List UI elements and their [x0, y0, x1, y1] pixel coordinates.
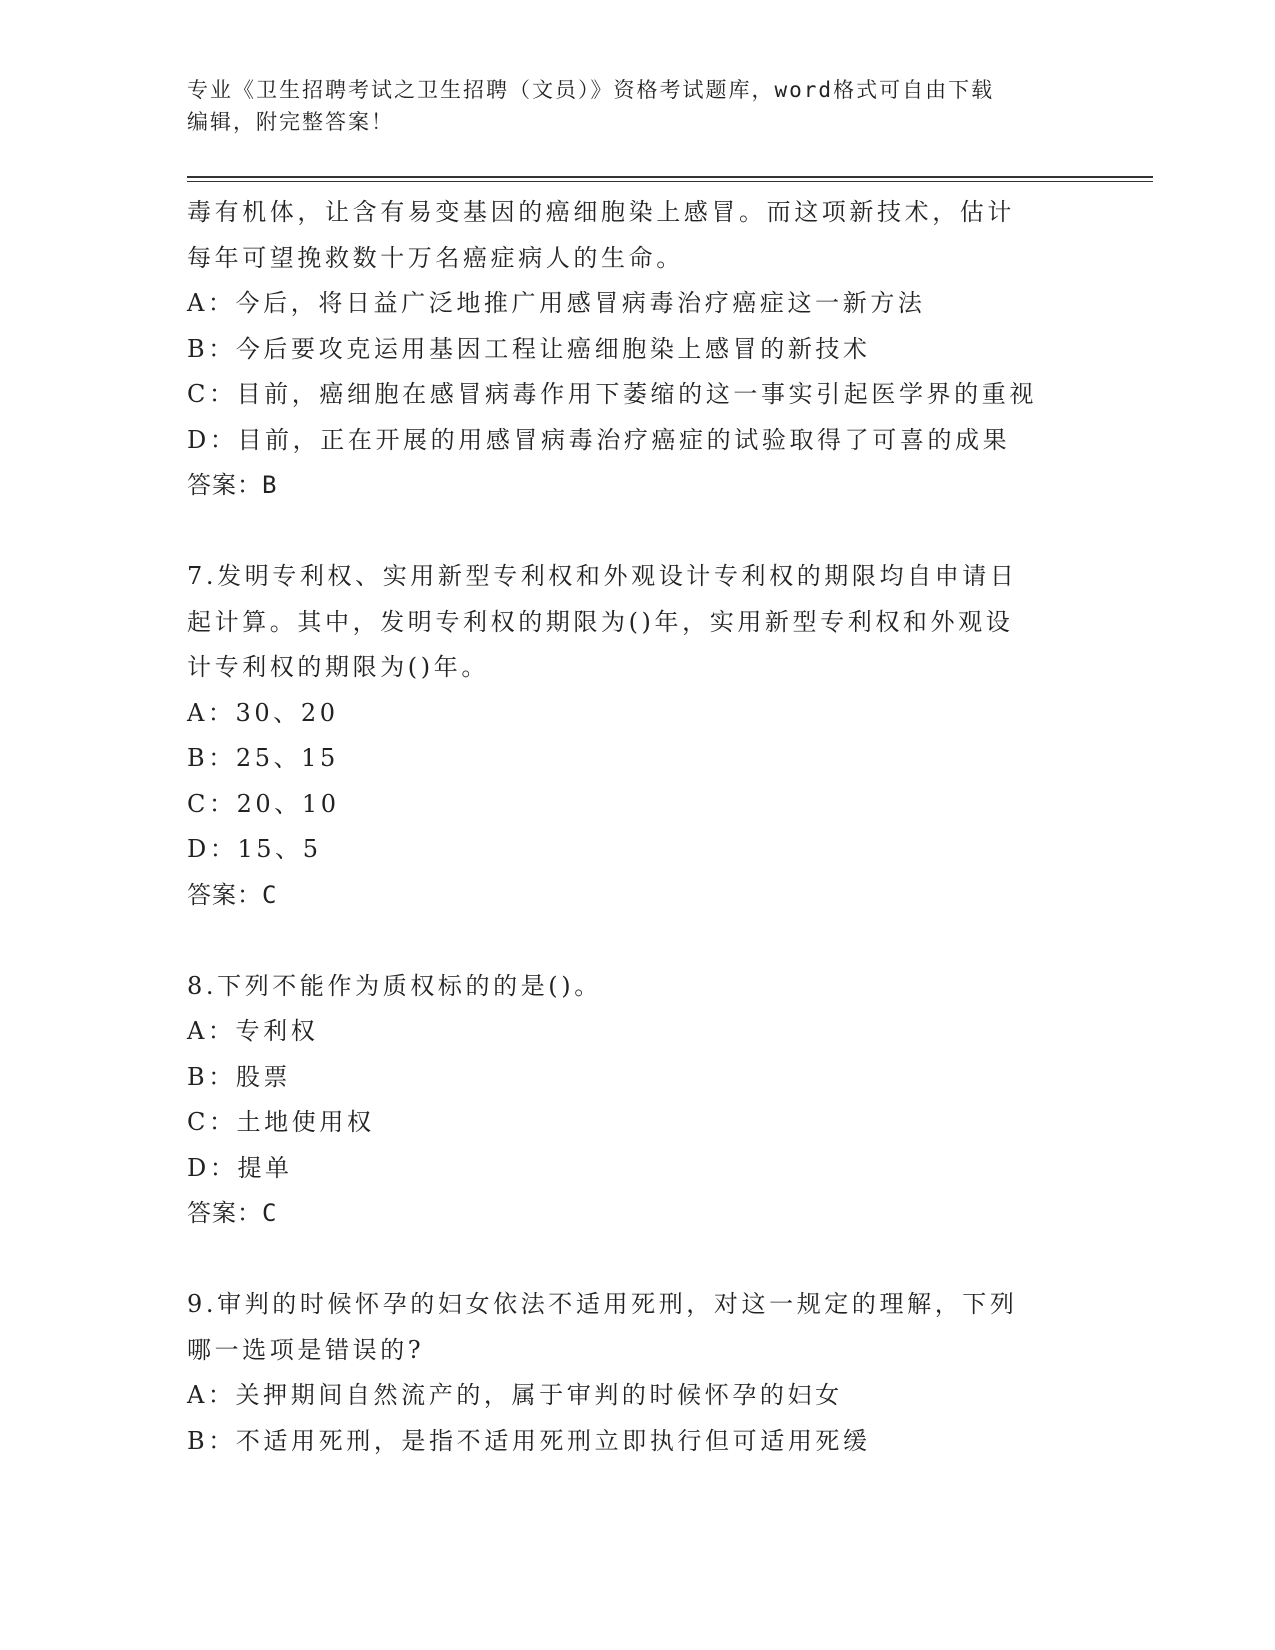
option-c: C：目前，癌细胞在感冒病毒作用下萎缩的这一事实引起医学界的重视 — [187, 380, 1037, 408]
option-d: D：提单 — [187, 1153, 293, 1182]
question-spacer — [187, 509, 1087, 555]
question-block-7 — [187, 554, 1087, 918]
question-block-9 — [187, 1282, 1087, 1464]
page-header — [187, 74, 1067, 138]
option-b: B：25、15 — [187, 744, 339, 772]
answer-line: 答案：B — [187, 471, 278, 499]
option-a: A：30、20 — [187, 698, 339, 727]
question-stem-line: 哪一选项是错误的? — [187, 1335, 425, 1364]
header-title-line-1: 专业《卫生招聘考试之卫生招聘（文员）》资格考试题库，word格式可自由下载 — [187, 78, 995, 102]
header-title-line-2: 编辑，附完整答案！ — [187, 110, 394, 134]
question-block-continued — [187, 190, 1087, 509]
answer-line: 答案：C — [187, 1199, 278, 1227]
option-d: D：15、5 — [187, 835, 322, 863]
option-a: A：今后，将日益广泛地推广用感冒病毒治疗癌症这一新方法 — [187, 289, 926, 317]
question-list — [187, 190, 1087, 1464]
option-b: B：不适用死刑，是指不适用死刑立即执行但可适用死缓 — [187, 1426, 871, 1455]
question-stem-line: 7.发明专利权、实用新型专利权和外观设计专利权的期限均自申请日 — [187, 562, 1018, 590]
question-stem-line: 8.下列不能作为质权标的的是()。 — [187, 971, 602, 1000]
question-stem-line: 计专利权的期限为()年。 — [187, 653, 489, 681]
option-d: D：目前，正在开展的用感冒病毒治疗癌症的试验取得了可喜的成果 — [187, 425, 1011, 454]
option-c: C：土地使用权 — [187, 1108, 375, 1136]
question-spacer — [187, 918, 1087, 964]
option-a: A：关押期间自然流产的，属于审判的时候怀孕的妇女 — [187, 1381, 843, 1409]
question-stem-line: 起计算。其中，发明专利权的期限为()年，实用新型专利权和外观设 — [187, 607, 1014, 636]
answer-line: 答案：C — [187, 880, 278, 909]
question-stem-line: 毒有机体，让含有易变基因的癌细胞染上感冒。而这项新技术，估计 — [187, 198, 1015, 226]
question-stem-line: 9.审判的时候怀孕的妇女依法不适用死刑，对这一规定的理解，下列 — [187, 1290, 1018, 1318]
option-b: B：股票 — [187, 1062, 292, 1091]
question-stem-line: 每年可望挽救数十万名癌症病人的生命。 — [187, 243, 684, 272]
header-divider-thin — [187, 181, 1153, 182]
question-spacer — [187, 1237, 1087, 1283]
option-b: B：今后要攻克运用基因工程让癌细胞染上感冒的新技术 — [187, 334, 871, 363]
question-block-8 — [187, 964, 1087, 1237]
header-divider-thick — [187, 176, 1153, 178]
option-c: C：20、10 — [187, 789, 340, 818]
option-a: A：专利权 — [187, 1017, 319, 1045]
